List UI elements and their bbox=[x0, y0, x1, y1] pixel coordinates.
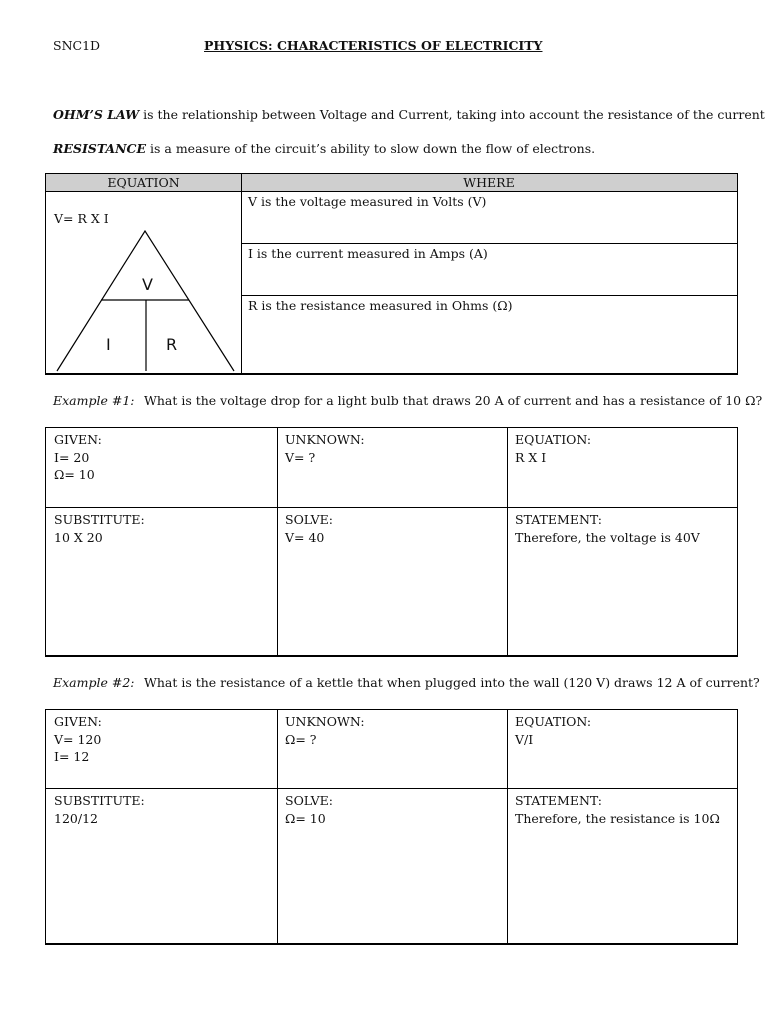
example-question bbox=[53, 675, 760, 690]
where-row: R is the resistance measured in Ohms (Ω) bbox=[248, 298, 513, 313]
statement-cell bbox=[507, 789, 737, 827]
course-code: SNC1D bbox=[53, 38, 101, 53]
equation-cell bbox=[507, 710, 737, 748]
where-header: WHERE bbox=[241, 174, 737, 192]
where-row: V is the voltage measured in Volts (V) bbox=[248, 194, 487, 209]
question-text: What is the resistance of a kettle that when plugged into the wall (120 V) draws 12 A of current? bbox=[144, 675, 760, 690]
example-1-work-grid bbox=[45, 427, 738, 657]
cell-heading: EQUATION: bbox=[515, 432, 592, 447]
cell-line: 120/12 bbox=[54, 810, 98, 826]
cell-line: Ω= 10 bbox=[54, 467, 95, 482]
statement-cell bbox=[507, 508, 737, 546]
cell-line: Therefore, the resistance is 10Ω bbox=[515, 810, 720, 826]
cell-heading: EQUATION: bbox=[515, 714, 592, 729]
equation-header: EQUATION bbox=[46, 174, 241, 192]
cell-heading: SOLVE: bbox=[285, 793, 333, 808]
triangle-label-v: V bbox=[142, 275, 153, 294]
cell-heading: STATEMENT: bbox=[515, 793, 602, 808]
definition-term: RESISTANCE bbox=[53, 141, 147, 156]
cell-line: Ω= ? bbox=[285, 731, 317, 747]
example-question bbox=[53, 393, 762, 408]
question-text: What is the voltage drop for a light bulb that draws 20 A of current and has a resistance of 10 Ω? bbox=[144, 393, 763, 408]
cell-line: V= 40 bbox=[285, 529, 325, 545]
cell-line: Therefore, the voltage is 40V bbox=[515, 529, 700, 545]
ohms-law-triangle bbox=[46, 174, 241, 374]
equation-cell bbox=[507, 428, 737, 466]
given-cell bbox=[46, 710, 277, 766]
page-title: PHYSICS: CHARACTERISTICS OF ELECTRICITY bbox=[204, 38, 543, 53]
substitute-cell bbox=[46, 789, 277, 827]
equation-table bbox=[45, 173, 738, 375]
table-divider bbox=[241, 174, 242, 373]
solve-cell bbox=[277, 508, 507, 546]
unknown-cell bbox=[277, 710, 507, 748]
definition-resistance bbox=[53, 141, 753, 156]
triangle-label-r: R bbox=[166, 335, 178, 354]
cell-heading: SUBSTITUTE: bbox=[54, 793, 145, 808]
cell-heading: UNKNOWN: bbox=[285, 714, 365, 729]
cell-heading: GIVEN: bbox=[54, 432, 102, 447]
cell-line: 10 X 20 bbox=[54, 529, 103, 545]
where-row: I is the current measured in Amps (A) bbox=[248, 246, 488, 261]
row-divider bbox=[241, 243, 737, 244]
cell-line: V= ? bbox=[285, 449, 316, 465]
cell-line: V= 120 bbox=[54, 731, 102, 747]
definition-term: OHM’S LAW bbox=[53, 107, 140, 122]
cell-heading: SUBSTITUTE: bbox=[54, 512, 145, 527]
cell-line: R X I bbox=[515, 449, 547, 465]
row-divider bbox=[241, 295, 737, 296]
definition-text: is a measure of the circuit’s ability to slow down the flow of electrons. bbox=[146, 141, 596, 156]
cell-heading: UNKNOWN: bbox=[285, 432, 365, 447]
formula-text: V= R X I bbox=[54, 211, 109, 226]
example-label: Example #2: bbox=[53, 675, 135, 690]
example-2-work-grid bbox=[45, 709, 738, 945]
cell-line: V/I bbox=[515, 731, 534, 747]
cell-line: I= 12 bbox=[54, 749, 90, 764]
unknown-cell bbox=[277, 428, 507, 466]
solve-cell bbox=[277, 789, 507, 827]
definition-text: is the relationship between Voltage and Current, taking into account the resistance of the current bbox=[139, 107, 765, 122]
cell-heading: STATEMENT: bbox=[515, 512, 602, 527]
cell-heading: GIVEN: bbox=[54, 714, 102, 729]
cell-line: I= 20 bbox=[54, 449, 90, 465]
given-cell bbox=[46, 428, 277, 484]
cell-line: Ω= 10 bbox=[285, 810, 326, 826]
example-label: Example #1: bbox=[53, 393, 135, 408]
substitute-cell bbox=[46, 508, 277, 546]
triangle-label-i: I bbox=[106, 335, 111, 354]
cell-heading: SOLVE: bbox=[285, 512, 333, 527]
definition-ohms-law bbox=[53, 107, 765, 122]
